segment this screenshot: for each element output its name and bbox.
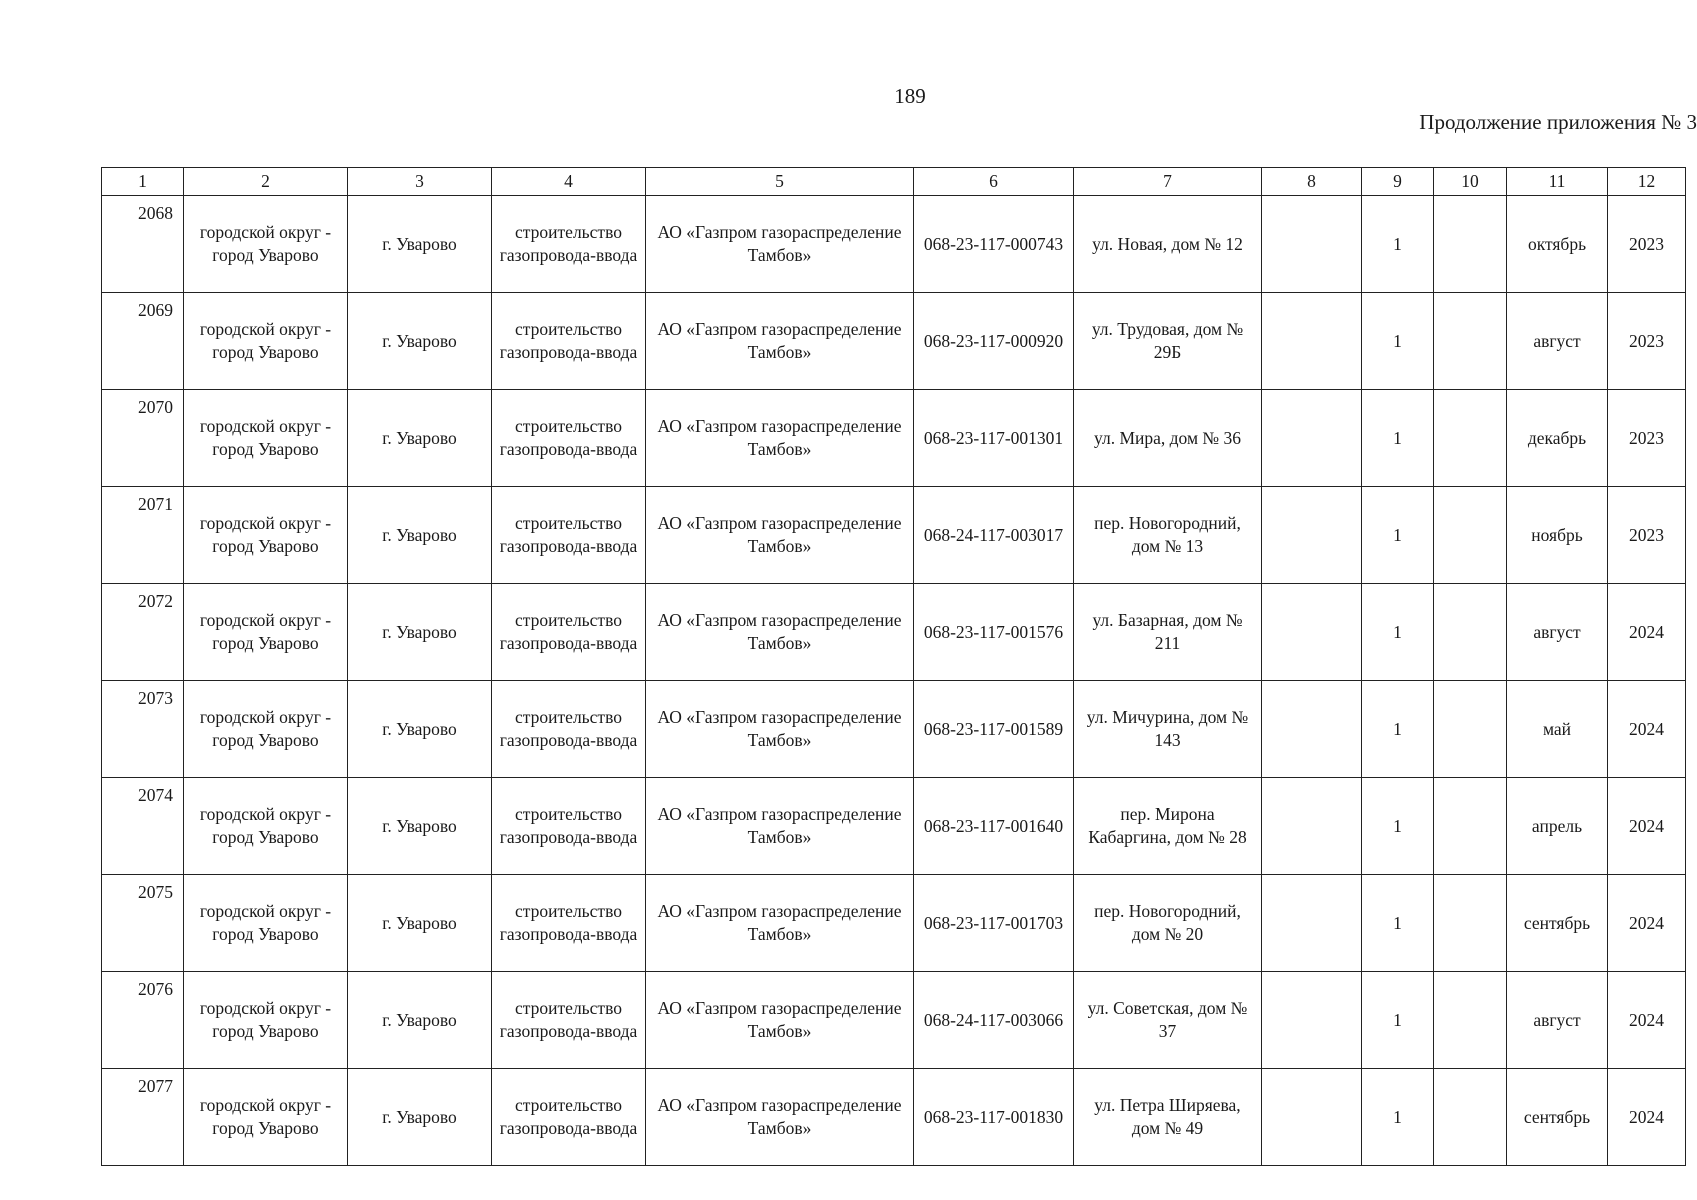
settlement-cell: г. Уварово (348, 584, 492, 681)
organization-cell: АО «Газпром газораспределение Тамбов» (646, 487, 914, 584)
quantity-cell: 1 (1362, 1069, 1434, 1166)
table-row (102, 293, 1686, 390)
month-cell: сентябрь (1507, 875, 1608, 972)
quantity-cell: 1 (1362, 487, 1434, 584)
year-cell: 2023 (1608, 390, 1686, 487)
row-number-cell: 2077 (102, 1069, 184, 1166)
column-8-cell (1262, 293, 1362, 390)
year-cell: 2024 (1608, 1069, 1686, 1166)
organization-cell: АО «Газпром газораспределение Тамбов» (646, 681, 914, 778)
organization-cell: АО «Газпром газораспределение Тамбов» (646, 196, 914, 293)
header-cell-2: 2 (184, 168, 348, 196)
column-8-cell (1262, 390, 1362, 487)
organization-cell: АО «Газпром газораспределение Тамбов» (646, 1069, 914, 1166)
header-cell-10: 10 (1434, 168, 1507, 196)
district-cell: городской округ - город Уварово (184, 1069, 348, 1166)
row-number-cell: 2072 (102, 584, 184, 681)
address-cell: ул. Мичурина, дом № 143 (1074, 681, 1262, 778)
work-type-cell: строительство газопровода-ввода (492, 487, 646, 584)
object-code-cell: 068-24-117-003066 (914, 972, 1074, 1069)
header-cell-11: 11 (1507, 168, 1608, 196)
table-row (102, 1069, 1686, 1166)
month-cell: август (1507, 972, 1608, 1069)
header-cell-8: 8 (1262, 168, 1362, 196)
quantity-cell: 1 (1362, 681, 1434, 778)
page-number: 189 (894, 84, 926, 108)
quantity-cell: 1 (1362, 778, 1434, 875)
row-number-cell: 2069 (102, 293, 184, 390)
column-10-cell (1434, 972, 1507, 1069)
object-code-cell: 068-23-117-000743 (914, 196, 1074, 293)
work-type-cell: строительство газопровода-ввода (492, 681, 646, 778)
settlement-cell: г. Уварово (348, 293, 492, 390)
month-cell: август (1507, 584, 1608, 681)
column-10-cell (1434, 390, 1507, 487)
column-8-cell (1262, 196, 1362, 293)
year-cell: 2024 (1608, 778, 1686, 875)
row-number-cell: 2075 (102, 875, 184, 972)
object-code-cell: 068-23-117-000920 (914, 293, 1074, 390)
month-cell: декабрь (1507, 390, 1608, 487)
year-cell: 2024 (1608, 681, 1686, 778)
year-cell: 2023 (1608, 487, 1686, 584)
district-cell: городской округ - город Уварово (184, 584, 348, 681)
object-code-cell: 068-24-117-003017 (914, 487, 1074, 584)
address-cell: пер. Новогородний, дом № 13 (1074, 487, 1262, 584)
address-cell: пер. Новогородний, дом № 20 (1074, 875, 1262, 972)
column-10-cell (1434, 778, 1507, 875)
column-8-cell (1262, 778, 1362, 875)
month-cell: ноябрь (1507, 487, 1608, 584)
quantity-cell: 1 (1362, 390, 1434, 487)
district-cell: городской округ - город Уварово (184, 681, 348, 778)
work-type-cell: строительство газопровода-ввода (492, 875, 646, 972)
district-cell: городской округ - город Уварово (184, 778, 348, 875)
object-code-cell: 068-23-117-001589 (914, 681, 1074, 778)
settlement-cell: г. Уварово (348, 487, 492, 584)
settlement-cell: г. Уварово (348, 778, 492, 875)
object-code-cell: 068-23-117-001830 (914, 1069, 1074, 1166)
district-cell: городской округ - город Уварово (184, 487, 348, 584)
row-number-cell: 2073 (102, 681, 184, 778)
column-10-cell (1434, 1069, 1507, 1166)
column-10-cell (1434, 584, 1507, 681)
month-cell: апрель (1507, 778, 1608, 875)
work-type-cell: строительство газопровода-ввода (492, 390, 646, 487)
organization-cell: АО «Газпром газораспределение Тамбов» (646, 390, 914, 487)
settlement-cell: г. Уварово (348, 390, 492, 487)
object-code-cell: 068-23-117-001640 (914, 778, 1074, 875)
organization-cell: АО «Газпром газораспределение Тамбов» (646, 584, 914, 681)
address-cell: ул. Петра Ширяева, дом № 49 (1074, 1069, 1262, 1166)
table-row (102, 390, 1686, 487)
table-row (102, 196, 1686, 293)
district-cell: городской округ - город Уварово (184, 972, 348, 1069)
quantity-cell: 1 (1362, 584, 1434, 681)
year-cell: 2023 (1608, 293, 1686, 390)
address-cell: ул. Трудовая, дом № 29Б (1074, 293, 1262, 390)
table-row (102, 875, 1686, 972)
column-8-cell (1262, 875, 1362, 972)
header-cell-3: 3 (348, 168, 492, 196)
work-type-cell: строительство газопровода-ввода (492, 1069, 646, 1166)
column-10-cell (1434, 293, 1507, 390)
column-10-cell (1434, 196, 1507, 293)
header-cell-1: 1 (102, 168, 184, 196)
table-row (102, 972, 1686, 1069)
table-body (102, 168, 1686, 1166)
address-cell: пер. Мирона Кабаргина, дом № 28 (1074, 778, 1262, 875)
work-type-cell: строительство газопровода-ввода (492, 584, 646, 681)
work-type-cell: строительство газопровода-ввода (492, 972, 646, 1069)
settlement-cell: г. Уварово (348, 972, 492, 1069)
table-row (102, 584, 1686, 681)
data-table (101, 167, 1686, 1166)
address-cell: ул. Советская, дом № 37 (1074, 972, 1262, 1069)
settlement-cell: г. Уварово (348, 196, 492, 293)
row-number-cell: 2068 (102, 196, 184, 293)
column-8-cell (1262, 681, 1362, 778)
address-cell: ул. Мира, дом № 36 (1074, 390, 1262, 487)
work-type-cell: строительство газопровода-ввода (492, 778, 646, 875)
address-cell: ул. Новая, дом № 12 (1074, 196, 1262, 293)
column-8-cell (1262, 972, 1362, 1069)
row-number-cell: 2071 (102, 487, 184, 584)
header-cell-9: 9 (1362, 168, 1434, 196)
quantity-cell: 1 (1362, 293, 1434, 390)
month-cell: сентябрь (1507, 1069, 1608, 1166)
organization-cell: АО «Газпром газораспределение Тамбов» (646, 293, 914, 390)
table-row (102, 487, 1686, 584)
header-cell-4: 4 (492, 168, 646, 196)
table-row (102, 778, 1686, 875)
settlement-cell: г. Уварово (348, 681, 492, 778)
organization-cell: АО «Газпром газораспределение Тамбов» (646, 778, 914, 875)
organization-cell: АО «Газпром газораспределение Тамбов» (646, 875, 914, 972)
district-cell: городской округ - город Уварово (184, 875, 348, 972)
month-cell: май (1507, 681, 1608, 778)
month-cell: август (1507, 293, 1608, 390)
year-cell: 2024 (1608, 972, 1686, 1069)
month-cell: октябрь (1507, 196, 1608, 293)
year-cell: 2024 (1608, 875, 1686, 972)
work-type-cell: строительство газопровода-ввода (492, 293, 646, 390)
appendix-note: Продолжение приложения № 3 (1419, 110, 1697, 134)
row-number-cell: 2076 (102, 972, 184, 1069)
settlement-cell: г. Уварово (348, 1069, 492, 1166)
table-header-row (102, 168, 1686, 196)
header-cell-7: 7 (1074, 168, 1262, 196)
district-cell: городской округ - город Уварово (184, 390, 348, 487)
district-cell: городской округ - город Уварово (184, 293, 348, 390)
header-cell-5: 5 (646, 168, 914, 196)
column-8-cell (1262, 1069, 1362, 1166)
object-code-cell: 068-23-117-001301 (914, 390, 1074, 487)
header-cell-6: 6 (914, 168, 1074, 196)
object-code-cell: 068-23-117-001703 (914, 875, 1074, 972)
column-10-cell (1434, 681, 1507, 778)
quantity-cell: 1 (1362, 196, 1434, 293)
quantity-cell: 1 (1362, 972, 1434, 1069)
organization-cell: АО «Газпром газораспределение Тамбов» (646, 972, 914, 1069)
row-number-cell: 2070 (102, 390, 184, 487)
quantity-cell: 1 (1362, 875, 1434, 972)
work-type-cell: строительство газопровода-ввода (492, 196, 646, 293)
header-cell-12: 12 (1608, 168, 1686, 196)
column-10-cell (1434, 875, 1507, 972)
settlement-cell: г. Уварово (348, 875, 492, 972)
row-number-cell: 2074 (102, 778, 184, 875)
column-8-cell (1262, 487, 1362, 584)
column-10-cell (1434, 487, 1507, 584)
column-8-cell (1262, 584, 1362, 681)
district-cell: городской округ - город Уварово (184, 196, 348, 293)
year-cell: 2024 (1608, 584, 1686, 681)
object-code-cell: 068-23-117-001576 (914, 584, 1074, 681)
address-cell: ул. Базарная, дом № 211 (1074, 584, 1262, 681)
table-row (102, 681, 1686, 778)
year-cell: 2023 (1608, 196, 1686, 293)
